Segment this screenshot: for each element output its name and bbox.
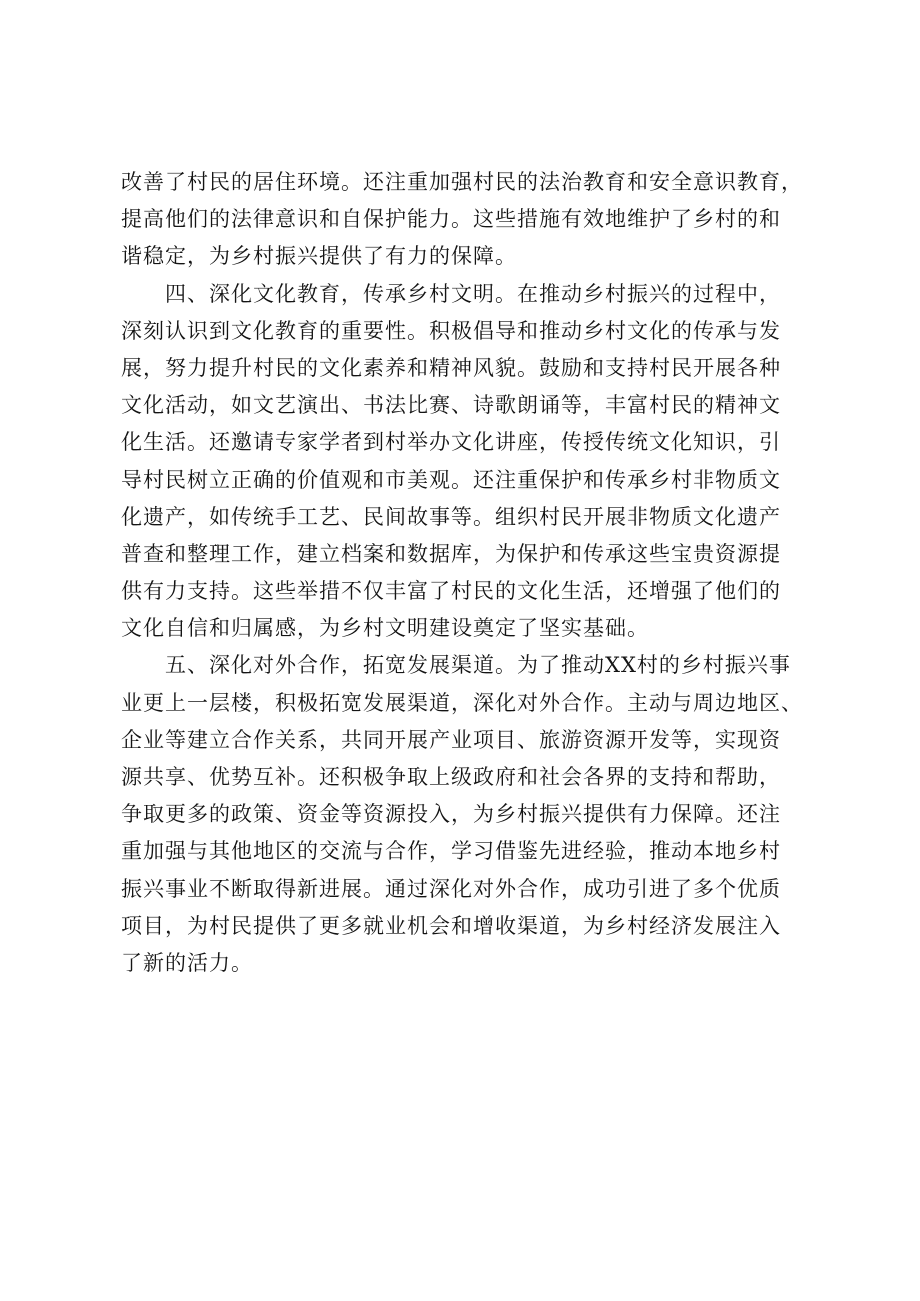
section-four-heading-line: 四、深化文化教育，传承乡村文明。在推动乡村振兴的过程中，	[165, 281, 781, 306]
text-line: 化生活。还邀请专家学者到村举办文化讲座，传授传统文化知识，引	[121, 430, 781, 455]
section-five-heading-line: 五、深化对外合作，拓宽发展渠道。为了推动XX村的乡村振兴事	[165, 653, 791, 678]
text-line: 了新的活力。	[121, 950, 253, 975]
text-line: 导村民树立正确的价值观和市美观。还注重保护和传承乡村非物质文	[121, 467, 781, 492]
text-line: 业更上一层楼，积极拓宽发展渠道，深化对外合作。主动与周边地区、	[121, 690, 803, 715]
text-line: 文化自信和归属感，为乡村文明建设奠定了坚实基础。	[121, 616, 649, 641]
text-line: 重加强与其他地区的交流与合作，学习借鉴先进经验，推动本地乡村	[121, 839, 781, 864]
text-line: 文化活动，如文艺演出、书法比赛、诗歌朗诵等，丰富村民的精神文	[121, 393, 781, 418]
text-line: 普查和整理工作，建立档案和数据库，为保护和传承这些宝贵资源提	[121, 541, 781, 566]
text-line: 企业等建立合作关系，共同开展产业项目、旅游资源开发等，实现资	[121, 727, 781, 752]
text-line: 供有力支持。这些举措不仅丰富了村民的文化生活，还增强了他们的	[121, 579, 781, 604]
text-line: 谐稳定，为乡村振兴提供了有力的保障。	[121, 244, 517, 269]
text-line: 争取更多的政策、资金等资源投入，为乡村振兴提供有力保障。还注	[121, 802, 781, 827]
text-line: 项目，为村民提供了更多就业机会和增收渠道，为乡村经济发展注入	[121, 913, 781, 938]
text-line: 改善了村民的居住环境。还注重加强村民的法治教育和安全意识教育，	[121, 170, 803, 194]
text-line: 振兴事业不断取得新进展。通过深化对外合作，成功引进了多个优质	[121, 876, 781, 901]
text-line: 展，努力提升村民的文化素养和精神风貌。鼓励和支持村民开展各种	[121, 355, 781, 380]
text-line: 提高他们的法律意识和自保护能力。这些措施有效地维护了乡村的和	[121, 207, 781, 232]
text-line: 源共享、优势互补。还积极争取上级政府和社会各界的支持和帮助，	[121, 765, 781, 789]
body-text	[121, 164, 807, 982]
text-line: 化遗产，如传统手工艺、民间故事等。组织村民开展非物质文化遗产	[121, 504, 781, 529]
text-line: 深刻认识到文化教育的重要性。积极倡导和推动乡村文化的传承与发	[121, 318, 781, 343]
